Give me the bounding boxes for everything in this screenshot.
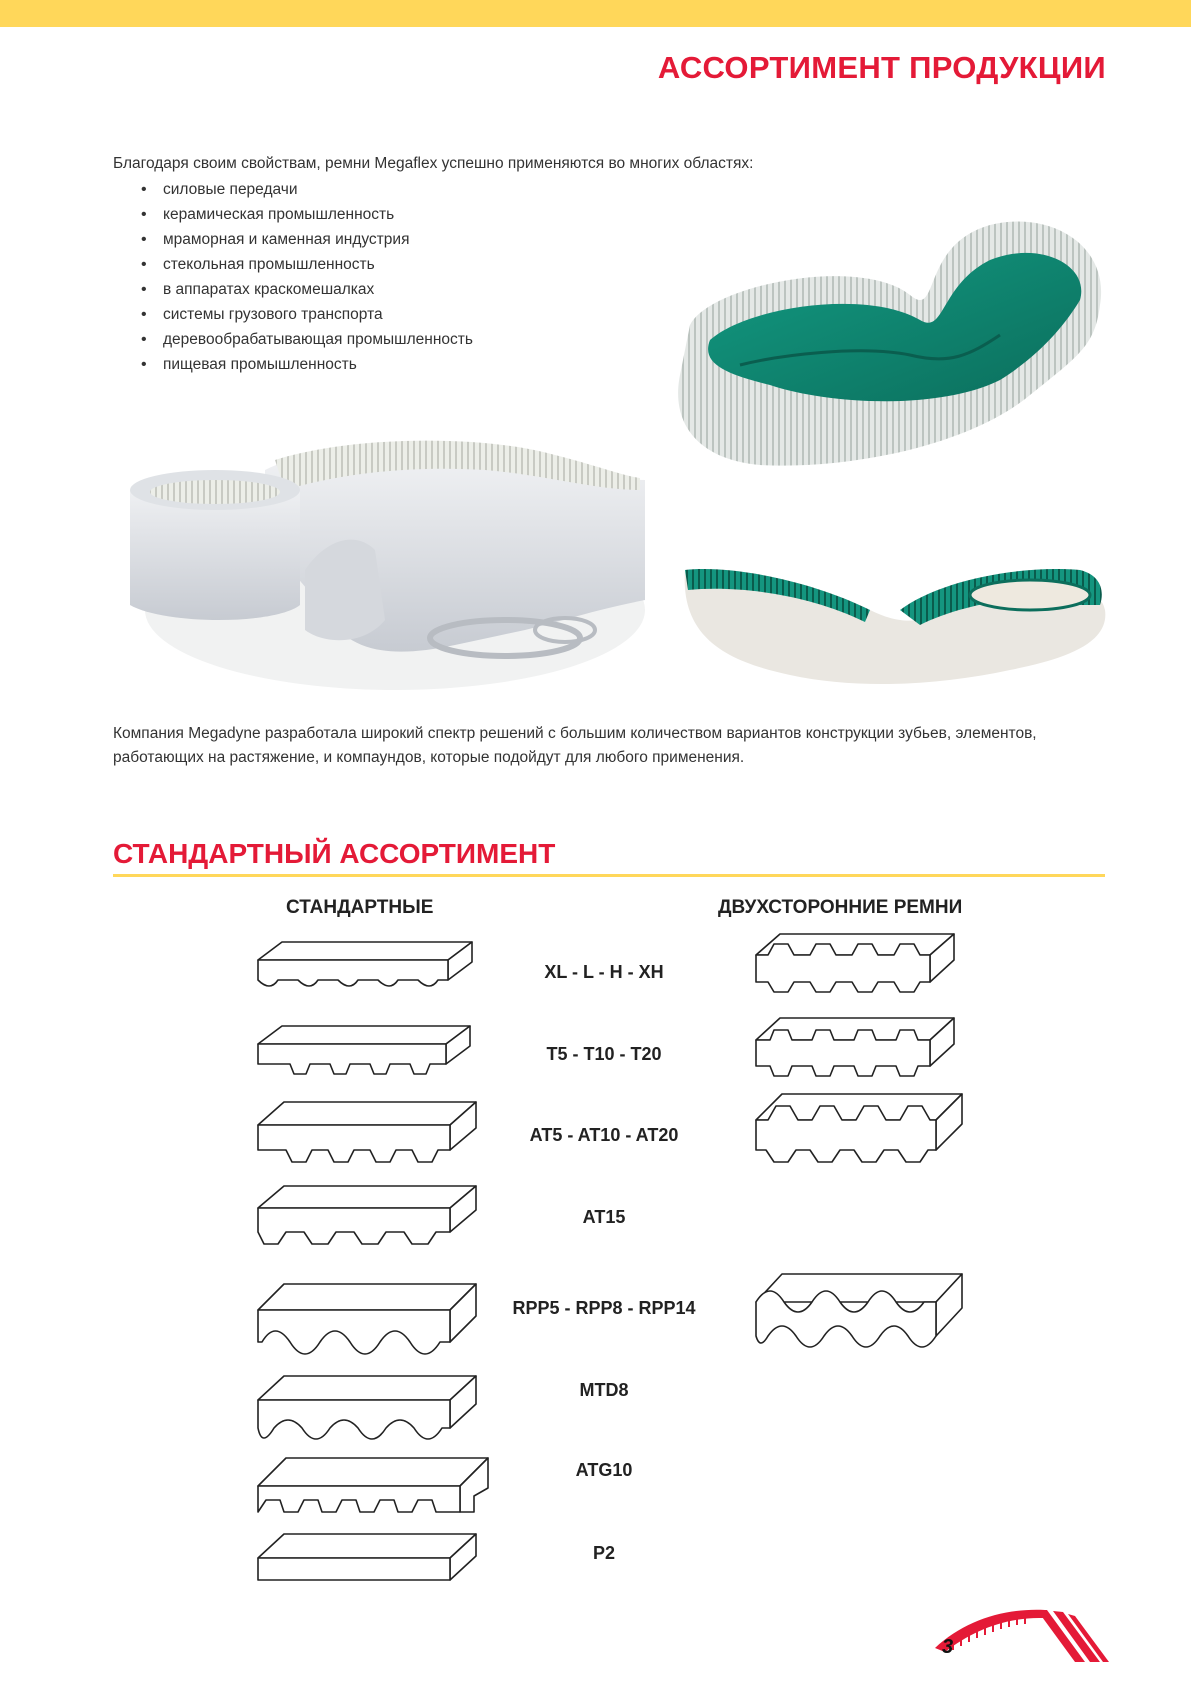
column-header-double-sided: ДВУХСТОРОННИЕ РЕМНИ — [718, 897, 963, 918]
list-item: • керамическая промышленность — [140, 205, 473, 230]
profile-p2-standard — [258, 1534, 476, 1580]
profile-xl-l-h-xh-standard — [258, 942, 472, 986]
profile-label: P2 — [592, 1543, 616, 1563]
profile-label: AT5 - AT10 - AT20 — [529, 1125, 679, 1145]
list-item: • стекольная промышленность — [140, 255, 473, 280]
list-item: • в аппаратах краскомешалках — [140, 280, 473, 305]
list-item: • системы грузового транспорта — [140, 305, 473, 330]
list-item: • деревообрабатывающая промышленность — [140, 330, 473, 355]
column-header-standard: СТАНДАРТНЫЕ — [286, 897, 434, 918]
section-divider — [113, 874, 1105, 877]
profile-atg10-standard — [258, 1458, 488, 1512]
profile-at5-at10-at20-standard — [258, 1102, 476, 1162]
green-belt-photo — [670, 205, 1115, 480]
section-title: СТАНДАРТНЫЙ АССОРТИМЕНТ — [113, 838, 556, 869]
double-belts-photo — [680, 550, 1110, 695]
applications-list — [140, 180, 473, 380]
description-text: Компания Megadyne разработала широкий спектр решений с большим количеством вариантов конструкции зубьев, элементов, работающих на растяжение, и компаундов, которые подойдут для любого применения. — [113, 725, 1037, 766]
profile-label: ATG10 — [575, 1460, 633, 1480]
list-item: • мраморная и каменная индустрия — [140, 230, 473, 255]
profile-mtd8-standard — [258, 1376, 476, 1439]
profile-t5-t10-t20-double — [756, 1018, 954, 1076]
profile-at15-standard — [258, 1186, 476, 1244]
top-yellow-bar — [0, 0, 1191, 27]
profile-label: XL - L - H - XH — [544, 962, 664, 982]
profile-t5-t10-t20-standard — [258, 1026, 470, 1074]
profile-xl-l-h-xh-double — [756, 934, 954, 992]
profile-label: AT15 — [582, 1207, 626, 1227]
profile-label: MTD8 — [579, 1380, 629, 1400]
profile-rpp-double — [756, 1274, 962, 1347]
page-number: 3 — [942, 1636, 954, 1658]
white-belts-photo — [125, 430, 650, 695]
profile-label: RPP5 - RPP8 - RPP14 — [512, 1298, 696, 1318]
list-item: • силовые передачи — [140, 180, 473, 205]
intro-text: Благодаря своим свойствам, ремни Megaflex успешно применяются во многих областях: — [113, 155, 754, 172]
page-title: АССОРТИМЕНТ ПРОДУКЦИИ — [657, 50, 1106, 85]
profile-at5-at10-at20-double — [756, 1094, 962, 1162]
brand-stripes-logo — [925, 1600, 1110, 1670]
list-item: • пищевая промышленность — [140, 355, 473, 380]
profile-label: T5 - T10 - T20 — [546, 1044, 662, 1064]
profile-rpp-standard — [258, 1284, 476, 1354]
